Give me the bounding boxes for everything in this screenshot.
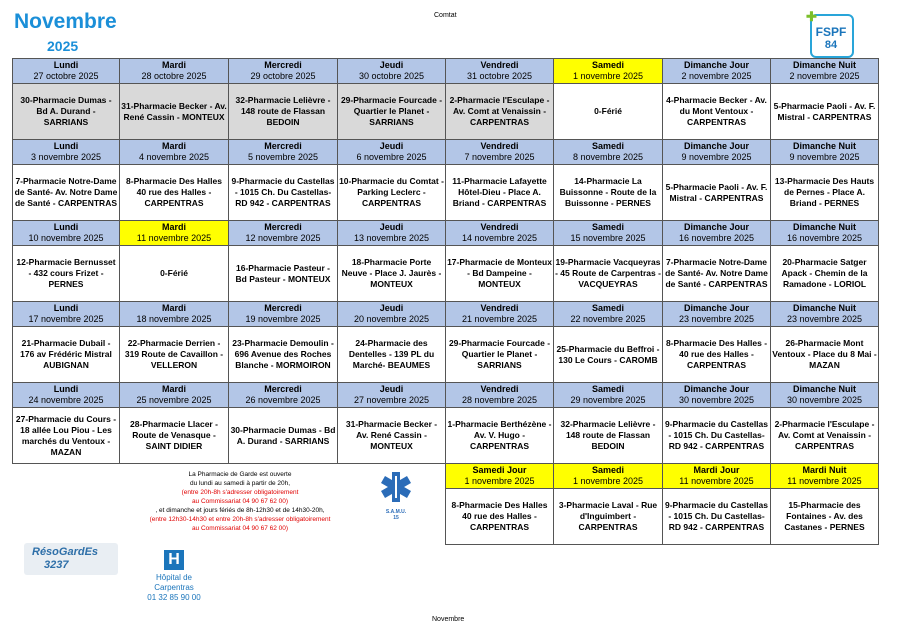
- holiday-header-cell: [771, 464, 879, 489]
- day-header-cell: [663, 221, 771, 246]
- day-header-cell: [338, 383, 446, 408]
- pharmacy-cell: 8-Pharmacie Des Halles 40 rue des Halles - CARPENTRAS: [120, 165, 229, 221]
- day-date: 28 novembre 2025: [461, 395, 538, 405]
- day-header-cell: [446, 59, 554, 84]
- pharmacy-cross-icon: ✚: [806, 9, 817, 24]
- holiday-header-cell: [554, 464, 663, 489]
- pharmacy-cell: 26-Pharmacie Mont Ventoux - Place du 8 Mai - MAZAN: [771, 327, 879, 383]
- week-body-row: [13, 327, 879, 383]
- pharmacy-cell: 7-Pharmacie Notre-Dame de Santé- Av. Notre Dame de Santé - CARPENTRAS: [13, 165, 120, 221]
- week-header-row: [13, 140, 879, 165]
- day-date: 5 novembre 2025: [247, 152, 319, 162]
- info-line: (entre 20h-8h s'adresser obligatoirement: [181, 489, 299, 496]
- day-date: 9 novembre 2025: [789, 152, 860, 162]
- day-date: 4 novembre 2025: [138, 152, 210, 162]
- star-of-life-icon: [378, 470, 414, 504]
- day-name: Samedi: [591, 222, 624, 232]
- day-name: Jeudi: [379, 141, 404, 151]
- day-date: 2 novembre 2025: [681, 71, 752, 81]
- day-date: 25 novembre 2025: [136, 395, 212, 405]
- pharmacy-cell: 12-Pharmacie Bernusset - 432 cours Frizet - PERNES: [13, 246, 120, 302]
- day-header-cell: [446, 221, 554, 246]
- day-header-cell: [446, 302, 554, 327]
- day-header-cell: [229, 383, 338, 408]
- hospital-phone: 01 32 85 90 00: [147, 593, 201, 602]
- info-line: (entre 12h30-14h30 et entre 20h-8h s'adresser obligatoirement: [149, 516, 331, 523]
- pharmacy-cell: 5-Pharmacie Paoli - Av. F. Mistral - CARPENTRAS: [771, 84, 879, 140]
- holiday-pharmacy-cell: 15-Pharmacie des Fontaines - Av. des Castanes - PERNES: [771, 489, 879, 545]
- day-header-cell: [446, 140, 554, 165]
- day-header-cell: [229, 59, 338, 84]
- day-header-cell: [13, 140, 120, 165]
- day-header-cell: [229, 140, 338, 165]
- info-line: au Commissariat 04 90 67 62 00): [191, 525, 289, 532]
- day-date: 10 novembre 2025: [28, 233, 104, 243]
- day-name: Samedi: [591, 141, 624, 151]
- pharmacy-cell: 27-Pharmacie du Cours - 18 allée Lou Piou - Les marchés du Ventoux - MAZAN: [13, 408, 120, 464]
- day-date: 27 octobre 2025: [33, 71, 99, 81]
- week-body-row: [13, 165, 879, 221]
- day-date: 1 novembre 2025: [464, 476, 535, 486]
- day-name: Lundi: [53, 222, 79, 232]
- week-header-row: [13, 302, 879, 327]
- holiday-pharmacy-cell: 8-Pharmacie Des Halles 40 rue des Halles - CARPENTRAS: [446, 489, 554, 545]
- day-header-cell: [446, 383, 554, 408]
- day-date: 7 novembre 2025: [464, 152, 535, 162]
- pharmacy-cell: 18-Pharmacie Porte Neuve - Place J. Jaurès - MONTEUX: [338, 246, 446, 302]
- day-name: Dimanche Jour: [683, 384, 750, 394]
- pharmacy-cell: 9-Pharmacie du Castellas - 1015 Ch. Du Castellas- RD 942 - CARPENTRAS: [663, 408, 771, 464]
- samu-label: S.A.M.U.: [385, 509, 407, 515]
- pharmacy-cell: 25-Pharmacie du Beffroi - 130 Le Cours - CAROMB: [554, 327, 663, 383]
- day-name: Lundi: [53, 384, 79, 394]
- day-name: Mercredi: [264, 60, 302, 70]
- pharmacy-cell: 21-Pharmacie Dubail - 176 av Frédéric Mistral AUBIGNAN: [13, 327, 120, 383]
- day-name: Mardi Jour: [693, 465, 740, 475]
- day-name: Samedi: [591, 303, 624, 313]
- day-date: 23 novembre 2025: [678, 314, 755, 324]
- day-header-cell: [663, 140, 771, 165]
- pharmacy-cell: 30-Pharmacie Dumas - Bd A. Durand - SARRIANS: [13, 84, 120, 140]
- holiday-pharmacy-cell: 3-Pharmacie Laval - Rue d'Inguimbert - CARPENTRAS: [554, 489, 663, 545]
- page-title: Novembre: [14, 10, 117, 33]
- pharmacy-cell: 2-Pharmacie l'Esculape - Av. Comt at Venaissin - CARPENTRAS: [446, 84, 554, 140]
- day-name: Vendredi: [480, 60, 519, 70]
- day-name: Dimanche Nuit: [792, 384, 856, 394]
- day-header-cell: [338, 302, 446, 327]
- day-header-cell: [771, 221, 879, 246]
- day-header-cell: [554, 221, 663, 246]
- pharmacy-cell: 0-Férié: [554, 84, 663, 140]
- day-name: Mardi: [161, 141, 186, 151]
- day-name: Jeudi: [379, 222, 404, 232]
- day-date: 28 octobre 2025: [141, 71, 207, 81]
- logo-text-2: 84: [824, 39, 838, 51]
- footer-center-text: Novembre: [432, 616, 465, 623]
- day-header-cell: [229, 221, 338, 246]
- day-header-cell: [554, 59, 663, 84]
- pharmacy-cell: 14-Pharmacie La Buissonne - Route de la Buissonne - PERNES: [554, 165, 663, 221]
- pharmacy-cell: 7-Pharmacie Notre-Dame de Santé- Av. Notre Dame de Santé - CARPENTRAS: [663, 246, 771, 302]
- pharmacy-cell: 8-Pharmacie Des Halles - 40 rue des Halles - CARPENTRAS: [663, 327, 771, 383]
- day-name: Dimanche Jour: [683, 303, 750, 313]
- hospital-line: Hôpital de: [155, 573, 193, 582]
- day-date: 29 novembre 2025: [570, 395, 646, 405]
- empty-cell: [13, 489, 120, 545]
- day-header-cell: [120, 59, 229, 84]
- pharmacy-cell: 24-Pharmacie des Dentelles - 139 PL du Marché- BEAUMES: [338, 327, 446, 383]
- day-date: 30 novembre 2025: [786, 395, 863, 405]
- day-header-cell: [120, 302, 229, 327]
- day-name: Mercredi: [264, 384, 302, 394]
- page-year: 2025: [47, 38, 79, 54]
- day-date: 22 novembre 2025: [570, 314, 646, 324]
- day-name: Mercredi: [264, 222, 302, 232]
- day-date: 1 novembre 2025: [572, 476, 644, 486]
- logo-text-1: FSPF: [815, 25, 847, 39]
- pharmacy-cell: 2-Pharmacie l'Esculape - Av. Comt at Venaissin - CARPENTRAS: [771, 408, 879, 464]
- day-date: 11 novembre 2025: [679, 476, 754, 486]
- day-header-cell: [13, 221, 120, 246]
- week-body-row: [13, 246, 879, 302]
- day-name: Jeudi: [379, 60, 404, 70]
- day-header-cell: [120, 221, 229, 246]
- day-date: 13 novembre 2025: [353, 233, 430, 243]
- header-center-text: Comtat: [434, 12, 457, 19]
- day-name: Mardi: [161, 303, 186, 313]
- day-name: Jeudi: [379, 384, 404, 394]
- week-header-row: [13, 383, 879, 408]
- day-date: 26 novembre 2025: [245, 395, 321, 405]
- pharmacy-cell: 1-Pharmacie Berthézène - Av. V. Hugo - CARPENTRAS: [446, 408, 554, 464]
- day-name: Mardi: [161, 60, 186, 70]
- day-date: 11 novembre 2025: [136, 233, 212, 243]
- day-header-cell: [663, 302, 771, 327]
- day-header-cell: [663, 383, 771, 408]
- day-header-cell: [120, 383, 229, 408]
- pharmacy-cell: 32-Pharmacie Lelièvre - 148 route de Flassan BEDOIN: [229, 84, 338, 140]
- day-date: 11 novembre 2025: [787, 476, 862, 486]
- resogardes-name: RésoGardEs: [32, 546, 99, 558]
- pharmacy-cell: 31-Pharmacie Becker - Av. René Cassin - MONTEUX: [120, 84, 229, 140]
- day-date: 23 novembre 2025: [786, 314, 863, 324]
- day-date: 17 novembre 2025: [28, 314, 104, 324]
- day-header-cell: [771, 383, 879, 408]
- week-header-row: [13, 221, 879, 246]
- day-name: Dimanche Nuit: [792, 60, 856, 70]
- day-name: Jeudi: [379, 303, 404, 313]
- day-name: Dimanche Nuit: [792, 303, 856, 313]
- empty-cell: [13, 464, 120, 489]
- pharmacy-cell: 17-Pharmacie de Monteux - Bd Dampeine - MONTEUX: [446, 246, 554, 302]
- day-name: Lundi: [53, 60, 79, 70]
- day-name: Samedi: [591, 60, 624, 70]
- day-header-cell: [554, 302, 663, 327]
- day-name: Mardi: [161, 384, 186, 394]
- day-name: Vendredi: [480, 141, 519, 151]
- pharmacy-cell: 29-Pharmacie Fourcade - Quartier le Planet - SARRIANS: [446, 327, 554, 383]
- day-date: 30 octobre 2025: [358, 71, 425, 81]
- day-date: 24 novembre 2025: [28, 395, 104, 405]
- pharmacy-cell: 22-Pharmacie Derrien - 319 Route de Cavaillon - VELLERON: [120, 327, 229, 383]
- day-name: Dimanche Nuit: [792, 222, 856, 232]
- day-date: 31 octobre 2025: [466, 71, 533, 81]
- day-name: Lundi: [53, 141, 79, 151]
- hospital-line: Carpentras: [154, 583, 194, 592]
- day-name: Vendredi: [480, 222, 519, 232]
- day-header-cell: [229, 302, 338, 327]
- holiday-header-cell: [663, 464, 771, 489]
- samu-logo: [378, 470, 414, 520]
- day-date: 16 novembre 2025: [678, 233, 755, 243]
- day-date: 16 novembre 2025: [786, 233, 863, 243]
- hospital-icon: H: [164, 550, 184, 570]
- pharmacy-cell: 31-Pharmacie Becker - Av. René Cassin - MONTEUX: [338, 408, 446, 464]
- day-name: Dimanche Jour: [683, 60, 750, 70]
- day-header-cell: [554, 383, 663, 408]
- day-name: Samedi: [591, 465, 624, 475]
- day-name: Samedi Jour: [472, 465, 527, 475]
- pharmacy-cell: 9-Pharmacie du Castellas - 1015 Ch. Du Castellas- RD 942 - CARPENTRAS: [229, 165, 338, 221]
- day-header-cell: [13, 383, 120, 408]
- pharmacy-cell: 4-Pharmacie Becker - Av. du Mont Ventoux - CARPENTRAS: [663, 84, 771, 140]
- opening-info: [140, 470, 340, 533]
- info-line: La Pharmacie de Garde est ouverte: [188, 471, 292, 478]
- day-header-cell: [13, 59, 120, 84]
- day-name: Samedi: [591, 384, 624, 394]
- pharmacy-cell: 13-Pharmacie Des Hauts de Pernes - Place A. Briand - PERNES: [771, 165, 879, 221]
- pharmacy-cell: 5-Pharmacie Paoli - Av. F. Mistral - CARPENTRAS: [663, 165, 771, 221]
- info-line: du lundi au samedi à partir de 20h,: [189, 480, 291, 487]
- info-line: , et dimanche et jours fériés de 8h-12h30 et de 14h30-20h,: [155, 507, 325, 514]
- day-date: 30 novembre 2025: [678, 395, 755, 405]
- fspf-logo: [806, 10, 852, 54]
- day-date: 15 novembre 2025: [570, 233, 646, 243]
- pharmacy-cell: 23-Pharmacie Demoulin - 696 Avenue des Roches Blanche - MORMOIRON: [229, 327, 338, 383]
- day-name: Vendredi: [480, 303, 519, 313]
- day-header-cell: [771, 302, 879, 327]
- pharmacy-cell: 30-Pharmacie Dumas - Bd A. Durand - SARRIANS: [229, 408, 338, 464]
- day-date: 9 novembre 2025: [681, 152, 752, 162]
- day-header-cell: [13, 302, 120, 327]
- day-date: 12 novembre 2025: [245, 233, 321, 243]
- day-date: 19 novembre 2025: [245, 314, 321, 324]
- day-date: 18 novembre 2025: [136, 314, 212, 324]
- holiday-header-cell: [446, 464, 554, 489]
- day-name: Vendredi: [480, 384, 519, 394]
- samu-number: 15: [393, 515, 399, 521]
- pharmacy-cell: 29-Pharmacie Fourcade - Quartier le Planet - SARRIANS: [338, 84, 446, 140]
- day-name: Mercredi: [264, 303, 302, 313]
- day-date: 29 octobre 2025: [250, 71, 316, 81]
- pharmacy-cell: 28-Pharmacie Llacer - Route de Venasque - SAINT DIDIER: [120, 408, 229, 464]
- day-name: Mardi Nuit: [802, 465, 847, 475]
- day-header-cell: [338, 140, 446, 165]
- day-date: 8 novembre 2025: [572, 152, 644, 162]
- day-name: Dimanche Jour: [683, 141, 750, 151]
- day-date: 3 novembre 2025: [30, 152, 102, 162]
- day-date: 27 novembre 2025: [353, 395, 430, 405]
- pharmacy-cell: 32-Pharmacie Lelièvre - 148 route de Flassan BEDOIN: [554, 408, 663, 464]
- day-header-cell: [338, 59, 446, 84]
- resogardes-number: 3237: [44, 559, 69, 571]
- day-header-cell: [338, 221, 446, 246]
- pharmacy-cell: 20-Pharmacie Satger Apack - Chemin de la Ramadone - LORIOL: [771, 246, 879, 302]
- day-date: 20 novembre 2025: [353, 314, 430, 324]
- pharmacy-cell: 11-Pharmacie Lafayette Hôtel-Dieu - Place A. Briand - CARPENTRAS: [446, 165, 554, 221]
- day-name: Lundi: [53, 303, 79, 313]
- day-header-cell: [771, 59, 879, 84]
- day-date: 21 novembre 2025: [461, 314, 538, 324]
- holiday-pharmacy-cell: 9-Pharmacie du Castellas - 1015 Ch. Du Castellas- RD 942 - CARPENTRAS: [663, 489, 771, 545]
- day-header-cell: [663, 59, 771, 84]
- day-name: Mercredi: [264, 141, 302, 151]
- day-name: Dimanche Jour: [683, 222, 750, 232]
- week-header-row: [13, 59, 879, 84]
- day-date: 1 novembre 2025: [572, 71, 644, 81]
- day-header-cell: [120, 140, 229, 165]
- day-header-cell: [554, 140, 663, 165]
- day-name: Dimanche Nuit: [792, 141, 856, 151]
- week-body-row: [13, 84, 879, 140]
- week-body-row: [13, 408, 879, 464]
- info-line: au Commissariat 04 90 67 62 00): [191, 498, 289, 505]
- pharmacy-cell: 19-Pharmacie Vacqueyras - 45 Route de Carpentras - VACQUEYRAS: [554, 246, 663, 302]
- hospital-info: [138, 573, 210, 603]
- day-date: 14 novembre 2025: [461, 233, 538, 243]
- day-date: 6 novembre 2025: [356, 152, 427, 162]
- day-date: 2 novembre 2025: [789, 71, 860, 81]
- pharmacy-cell: 10-Pharmacie du Comtat - Parking Leclerc - CARPENTRAS: [338, 165, 446, 221]
- resogardes-logo: [24, 543, 118, 575]
- day-header-cell: [771, 140, 879, 165]
- pharmacy-cell: 0-Férié: [120, 246, 229, 302]
- day-name: Mardi: [161, 222, 186, 232]
- pharmacy-cell: 16-Pharmacie Pasteur - Bd Pasteur - MONTEUX: [229, 246, 338, 302]
